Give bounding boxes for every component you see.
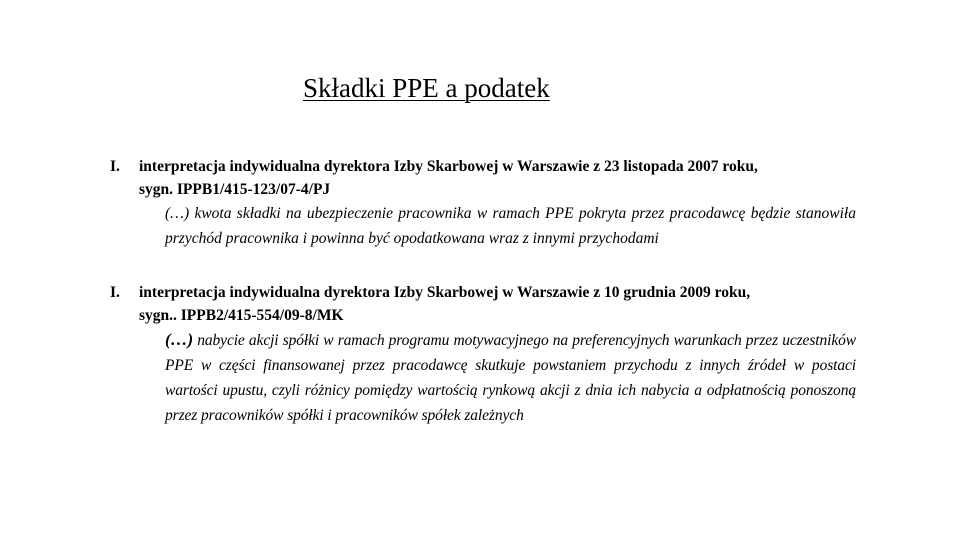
interpretation-heading-text: interpretacja indywidualna dyrektora Izby Skarbowej w Warszawie z 10 grudnia 2009 roku, (139, 284, 751, 301)
quote-text: (…) kwota składki na ubezpieczenie pracownika w ramach PPE pokryta przez pracodawcę będzie stanowiła przychód pracownika i powinna być opodatkowana wraz z innymi przychodami (165, 205, 856, 247)
reference-number: sygn. IPPB1/415-123/07-4/PJ (139, 181, 331, 198)
item-numeral: I. (110, 158, 120, 175)
interpretation-heading (110, 155, 856, 178)
interpretation-quote (165, 201, 856, 251)
interpretation-heading (110, 281, 856, 304)
reference-number: sygn.. IPPB2/415-554/09-8/MK (139, 307, 344, 324)
item-numeral: I. (110, 284, 120, 301)
slide-title: Składki PPE a podatek (303, 73, 550, 103)
interpretation-item (110, 155, 856, 251)
interpretation-quote (165, 327, 856, 428)
quote-text: nabycie akcji spółki w ramach programu motywacyjnego na preferencyjnych warunkach przez uczestników PPE w części finansowanej przez pracodawcę skutkuje powstaniem przychodu z innych źródeł w postaci wartości upustu, czyli różnicy pomiędzy wartością rynkową akcji z dnia ich nabycia a odpłatnością ponoszoną przez pracowników spółki i pracowników spółek zależnych (165, 332, 856, 424)
interpretation-item (110, 281, 856, 428)
quote-ellipsis: (…) (165, 330, 194, 349)
interpretation-heading-text: interpretacja indywidualna dyrektora Izby Skarbowej w Warszawie z 23 listopada 2007 roku, (139, 158, 758, 175)
